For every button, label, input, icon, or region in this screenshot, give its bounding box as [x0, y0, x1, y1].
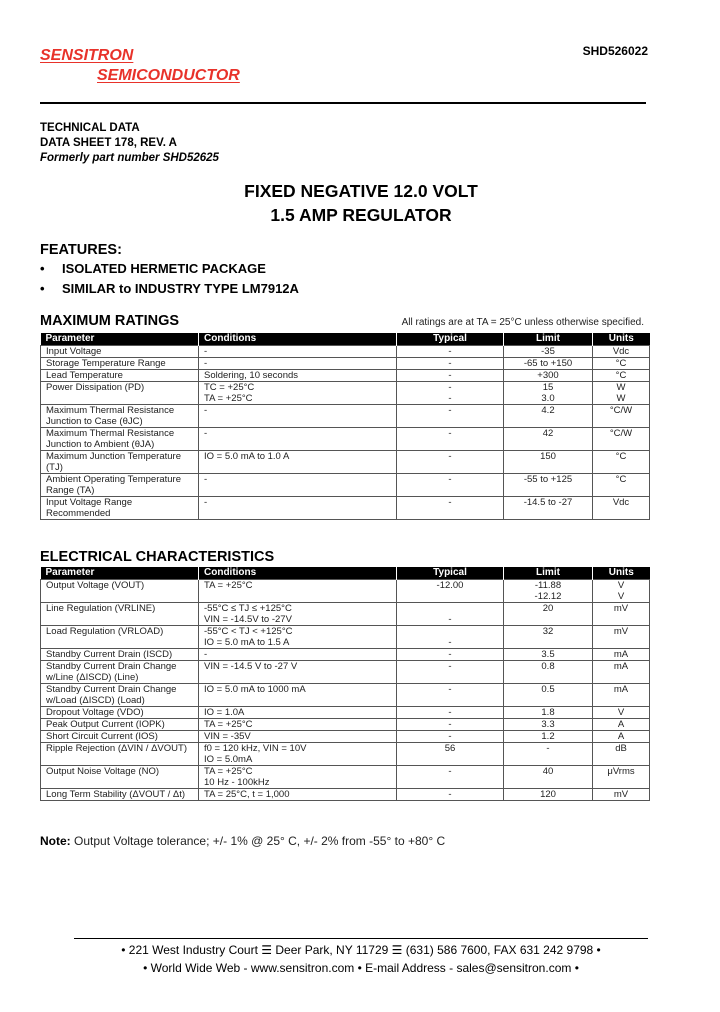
parameter-cell [41, 382, 199, 405]
limit-cell [504, 370, 593, 382]
units-cell [593, 743, 650, 766]
cell-line: Vdc [612, 497, 630, 508]
table-row [41, 405, 650, 428]
cell-line: Junction to Case (θJC) [46, 416, 143, 427]
feature-item: • SIMILAR to INDUSTRY TYPE LM7912A [40, 281, 299, 296]
cell-line: - [448, 370, 452, 381]
cell-line: 3.0 [541, 393, 555, 404]
table-row [41, 789, 650, 801]
cell-line: Peak Output Current (IOPK) [46, 719, 165, 730]
table-row [41, 684, 650, 707]
units-cell [593, 405, 650, 428]
cell-line: Maximum Thermal Resistance [46, 405, 175, 416]
cell-line: μVrms [607, 766, 635, 777]
cell-line [402, 603, 498, 614]
conditions-cell [199, 731, 397, 743]
units-cell [593, 719, 650, 731]
cell-line: 0.8 [541, 661, 555, 672]
cell-line: - [448, 684, 452, 695]
cell-line: Short Circuit Current (IOS) [46, 731, 158, 742]
cell-line: - [204, 428, 208, 439]
features-heading: FEATURES: [40, 242, 122, 258]
cell-line: Standby Current Drain Change [46, 684, 177, 695]
typical-cell [397, 684, 504, 707]
conditions-cell [199, 719, 397, 731]
col-header-conditions: Conditions [199, 567, 397, 580]
units-cell [593, 684, 650, 707]
cell-line: - [204, 649, 208, 660]
note-label: Note: [40, 834, 71, 848]
cell-line: - [448, 766, 452, 777]
parameter-cell [41, 603, 199, 626]
cell-line: Lead Temperature [46, 370, 123, 381]
cell-line: 3.3 [541, 719, 555, 730]
cell-line: -55 to +125 [523, 474, 573, 485]
cell-line: Input Voltage [46, 346, 102, 357]
cell-line: Power Dissipation (PD) [46, 382, 145, 393]
parameter-cell [41, 626, 199, 649]
cell-line [402, 626, 498, 637]
cell-line: W [616, 382, 626, 393]
conditions-cell [199, 743, 397, 766]
cell-line: TC = +25°C [204, 382, 255, 393]
table-row [41, 451, 650, 474]
typical-cell [397, 626, 504, 649]
elec-heading: ELECTRICAL CHARACTERISTICS [40, 549, 275, 565]
units-cell [593, 731, 650, 743]
units-cell [593, 382, 650, 405]
parameter-cell [41, 789, 199, 801]
cell-line: 0.5 [541, 684, 555, 695]
cell-line: - [448, 707, 452, 718]
cell-line: Soldering, 10 seconds [204, 370, 299, 381]
col-header-conditions: Conditions [199, 333, 397, 346]
parameter-cell [41, 707, 199, 719]
cell-line: - [448, 614, 452, 625]
typical-cell [397, 649, 504, 661]
table-row [41, 580, 650, 603]
cell-line: W [616, 393, 626, 404]
table-row [41, 603, 650, 626]
cell-line: +300 [537, 370, 559, 381]
units-cell [593, 661, 650, 684]
cell-line: Input Voltage Range [46, 497, 133, 508]
cell-line: 1.8 [541, 707, 555, 718]
conditions-cell [199, 707, 397, 719]
cell-line: Long Term Stability (ΔVOUT / Δt) [46, 789, 186, 800]
table-row [41, 743, 650, 766]
table-row [41, 626, 650, 649]
cell-line: TA = +25°C [204, 766, 253, 777]
cell-line: Line Regulation (VRLINE) [46, 603, 156, 614]
footer-divider [74, 938, 648, 939]
title-line-1: FIXED NEGATIVE 12.0 VOLT [244, 181, 478, 201]
conditions-cell [199, 370, 397, 382]
cell-line: 20 [542, 603, 554, 614]
cell-line: - [204, 405, 208, 416]
typical-cell [397, 707, 504, 719]
cell-line: IO = 5.0 mA to 1.0 A [204, 451, 290, 462]
cell-line: Recommended [46, 508, 111, 519]
cell-line: 1.2 [541, 731, 555, 742]
footer-web: • World Wide Web - www.sensitron.com • E-mail Address - sales@sensitron.com • [143, 961, 579, 975]
conditions-cell [199, 428, 397, 451]
cell-line: Ripple Rejection (ΔVIN / ΔVOUT) [46, 743, 187, 754]
units-cell [593, 766, 650, 789]
tolerance-note [40, 834, 445, 848]
typical-cell [397, 346, 504, 358]
conditions-cell [199, 474, 397, 497]
cell-line: -11.88 [534, 580, 562, 591]
units-cell [593, 603, 650, 626]
cell-line: °C [615, 474, 627, 485]
cell-line: Standby Current Drain (ISCD) [46, 649, 173, 660]
units-cell [593, 346, 650, 358]
typical-cell [397, 789, 504, 801]
cell-line: 120 [540, 789, 556, 800]
cell-line: -65 to +150 [523, 358, 573, 369]
col-header-limit: Limit [504, 567, 593, 580]
conditions-cell [199, 451, 397, 474]
limit-cell [504, 405, 593, 428]
cell-line: mV [613, 603, 629, 614]
conditions-cell [199, 626, 397, 649]
limit-cell [504, 649, 593, 661]
cell-line: - [448, 405, 452, 416]
cell-line: - [448, 474, 452, 485]
table-row [41, 497, 650, 520]
cell-line: Output Voltage (VOUT) [46, 580, 145, 591]
parameter-cell [41, 684, 199, 707]
cell-line: Range (TA) [46, 485, 95, 496]
conditions-cell [199, 358, 397, 370]
table-row [41, 731, 650, 743]
limit-cell [504, 346, 593, 358]
typical-cell [397, 382, 504, 405]
col-header-parameter: Parameter [41, 567, 199, 580]
table-row [41, 719, 650, 731]
max-ratings-heading: MAXIMUM RATINGS [40, 313, 180, 329]
cell-line: - [448, 497, 452, 508]
parameter-cell [41, 358, 199, 370]
cell-line: - [448, 661, 452, 672]
conditions-cell [199, 405, 397, 428]
tech-line-1: TECHNICAL DATA [40, 122, 140, 134]
document-number: SHD526022 [582, 44, 648, 58]
cell-line: - [448, 719, 452, 730]
typical-cell [397, 474, 504, 497]
cell-line: -12.12 [534, 591, 562, 602]
parameter-cell [41, 766, 199, 789]
cell-line: IO = 5.0mA [204, 754, 253, 765]
cell-line: 42 [542, 428, 554, 439]
cell-line: -35 [541, 346, 555, 357]
conditions-cell [199, 580, 397, 603]
parameter-cell [41, 580, 199, 603]
cell-line: -14.5 to -27 [523, 497, 573, 508]
parameter-cell [41, 719, 199, 731]
cell-line: °C [615, 451, 627, 462]
cell-line: - [546, 743, 550, 754]
tech-line-3: Formerly part number SHD52625 [40, 152, 219, 164]
typical-cell [397, 731, 504, 743]
cell-line: IO = 5.0 mA to 1000 mA [204, 684, 306, 695]
conditions-cell [199, 497, 397, 520]
cell-line: VIN = -14.5V to -27V [204, 614, 292, 625]
col-header-parameter: Parameter [41, 333, 199, 346]
cell-line: - [448, 346, 452, 357]
cell-line: -12.00 [436, 580, 464, 591]
cell-line: VIN = -14.5 V to -27 V [204, 661, 298, 672]
cell-line: TA = 25°C, t = 1,000 [204, 789, 290, 800]
cell-line: IO = 1.0A [204, 707, 245, 718]
cell-line: (TJ) [46, 462, 63, 473]
conditions-cell [199, 684, 397, 707]
cell-line: °C [615, 358, 627, 369]
cell-line: - [448, 649, 452, 660]
parameter-cell [41, 497, 199, 520]
cell-line: - [448, 731, 452, 742]
conditions-cell [199, 789, 397, 801]
cell-line: Maximum Thermal Resistance [46, 428, 175, 439]
cell-line: f0 = 120 kHz, VIN = 10V [204, 743, 307, 754]
limit-cell [504, 684, 593, 707]
cell-line: mV [613, 789, 629, 800]
cell-line: IO = 5.0 mA to 1.5 A [204, 637, 290, 648]
cell-line: 56 [444, 743, 456, 754]
cell-line: - [448, 451, 452, 462]
col-header-typical: Typical [397, 567, 504, 580]
max-ratings-table [40, 333, 650, 520]
cell-line: 10 Hz - 100kHz [204, 777, 270, 788]
cell-line: 3.5 [541, 649, 555, 660]
note-text: Output Voltage tolerance; +/- 1% @ 25° C, +/- 2% from -55° to +80° C [74, 834, 446, 848]
cell-line: °C/W [609, 405, 633, 416]
cell-line: VIN = -35V [204, 731, 251, 742]
table-row [41, 428, 650, 451]
cell-line: Junction to Ambient (θJA) [46, 439, 155, 450]
cell-line: Standby Current Drain Change [46, 661, 177, 672]
cell-line: mA [613, 684, 629, 695]
parameter-cell [41, 405, 199, 428]
typical-cell [397, 358, 504, 370]
cell-line: mA [613, 661, 629, 672]
parameter-cell [41, 661, 199, 684]
cell-line: 15 [542, 382, 554, 393]
cell-line: 40 [542, 766, 554, 777]
cell-line: Ambient Operating Temperature [46, 474, 182, 485]
cell-line: w/Load (ΔISCD) (Load) [46, 695, 145, 706]
cell-line: - [204, 346, 208, 357]
conditions-cell [199, 346, 397, 358]
cell-line: - [448, 382, 452, 393]
cell-line: Storage Temperature Range [46, 358, 166, 369]
limit-cell [504, 497, 593, 520]
limit-cell [504, 719, 593, 731]
col-header-limit: Limit [504, 333, 593, 346]
typical-cell [397, 428, 504, 451]
units-cell [593, 789, 650, 801]
cell-line: Load Regulation (VRLOAD) [46, 626, 164, 637]
cell-line: -55°C ≤ TJ ≤ +125°C [204, 603, 292, 614]
conditions-cell [199, 649, 397, 661]
cell-line: 150 [540, 451, 556, 462]
logo-sensitron: SENSITRON [40, 47, 134, 64]
units-cell [593, 497, 650, 520]
units-cell [593, 474, 650, 497]
tech-line-2: DATA SHEET 178, REV. A [40, 137, 177, 149]
conditions-cell [199, 661, 397, 684]
units-cell [593, 626, 650, 649]
table-row [41, 370, 650, 382]
typical-cell [397, 497, 504, 520]
limit-cell [504, 661, 593, 684]
limit-cell [504, 358, 593, 370]
limit-cell [504, 382, 593, 405]
feature-item: • ISOLATED HERMETIC PACKAGE [40, 261, 266, 276]
cell-line: TA = +25°C [204, 719, 253, 730]
conditions-cell [199, 382, 397, 405]
cell-line: - [204, 358, 208, 369]
parameter-cell [41, 346, 199, 358]
typical-cell [397, 766, 504, 789]
limit-cell [504, 580, 593, 603]
typical-cell [397, 580, 504, 603]
cell-line: -55°C < TJ < +125°C [204, 626, 293, 637]
cell-line: V [617, 580, 625, 591]
table-row [41, 474, 650, 497]
units-cell [593, 707, 650, 719]
parameter-cell [41, 731, 199, 743]
cell-line: dB [615, 743, 627, 754]
limit-cell [504, 603, 593, 626]
parameter-cell [41, 743, 199, 766]
cell-line: A [617, 719, 625, 730]
limit-cell [504, 626, 593, 649]
cell-line: °C/W [609, 428, 633, 439]
table-row [41, 661, 650, 684]
cell-line: mV [613, 626, 629, 637]
cell-line: V [617, 591, 625, 602]
limit-cell [504, 451, 593, 474]
limit-cell [504, 766, 593, 789]
title-line-2: 1.5 AMP REGULATOR [270, 205, 452, 225]
units-cell [593, 451, 650, 474]
cell-line: A [617, 731, 625, 742]
parameter-cell [41, 474, 199, 497]
typical-cell [397, 451, 504, 474]
table-row [41, 346, 650, 358]
table-row [41, 358, 650, 370]
cell-line: TA = +25°C [204, 580, 253, 591]
electrical-characteristics-table [40, 567, 650, 801]
col-header-typical: Typical [397, 333, 504, 346]
conditions-cell [199, 766, 397, 789]
technical-data-block [40, 121, 219, 166]
table-row [41, 382, 650, 405]
units-cell [593, 649, 650, 661]
typical-cell [397, 603, 504, 626]
cell-line: mA [613, 649, 629, 660]
cell-line: - [448, 358, 452, 369]
table-row [41, 766, 650, 789]
logo-semiconductor: SEMICONDUCTOR [97, 67, 240, 84]
parameter-cell [41, 428, 199, 451]
parameter-cell [41, 370, 199, 382]
cell-line: 32 [542, 626, 554, 637]
typical-cell [397, 743, 504, 766]
header-divider [40, 102, 646, 104]
typical-cell [397, 370, 504, 382]
units-cell [593, 370, 650, 382]
cell-line: 4.2 [541, 405, 555, 416]
table-header-row [41, 333, 650, 346]
cell-line: - [448, 789, 452, 800]
limit-cell [504, 731, 593, 743]
cell-line: - [448, 637, 452, 648]
parameter-cell [41, 649, 199, 661]
cell-line: w/Line (ΔISCD) (Line) [46, 672, 139, 683]
limit-cell [504, 707, 593, 719]
ratings-note: All ratings are at TA = 25°C unless otherwise specified. [401, 317, 644, 328]
typical-cell [397, 405, 504, 428]
cell-line: V [617, 707, 625, 718]
col-header-units: Units [593, 567, 650, 580]
cell-line: Maximum Junction Temperature [46, 451, 181, 462]
limit-cell [504, 474, 593, 497]
limit-cell [504, 789, 593, 801]
cell-line: TA = +25°C [204, 393, 253, 404]
col-header-units: Units [593, 333, 650, 346]
cell-line: °C [615, 370, 627, 381]
table-header-row [41, 567, 650, 580]
parameter-cell [41, 451, 199, 474]
cell-line: - [204, 474, 208, 485]
units-cell [593, 580, 650, 603]
limit-cell [504, 743, 593, 766]
typical-cell [397, 661, 504, 684]
cell-line: Vdc [612, 346, 630, 357]
cell-line: - [448, 393, 452, 404]
conditions-cell [199, 603, 397, 626]
cell-line: Output Noise Voltage (NO) [46, 766, 159, 777]
cell-line: - [448, 428, 452, 439]
cell-line: - [204, 497, 208, 508]
units-cell [593, 428, 650, 451]
table-row [41, 649, 650, 661]
table-row [41, 707, 650, 719]
cell-line: Dropout Voltage (VDO) [46, 707, 144, 718]
limit-cell [504, 428, 593, 451]
footer-address: • 221 West Industry Court ☰ Deer Park, NY 11729 ☰ (631) 586 7600, FAX 631 242 9798 • [121, 943, 601, 957]
units-cell [593, 358, 650, 370]
typical-cell [397, 719, 504, 731]
